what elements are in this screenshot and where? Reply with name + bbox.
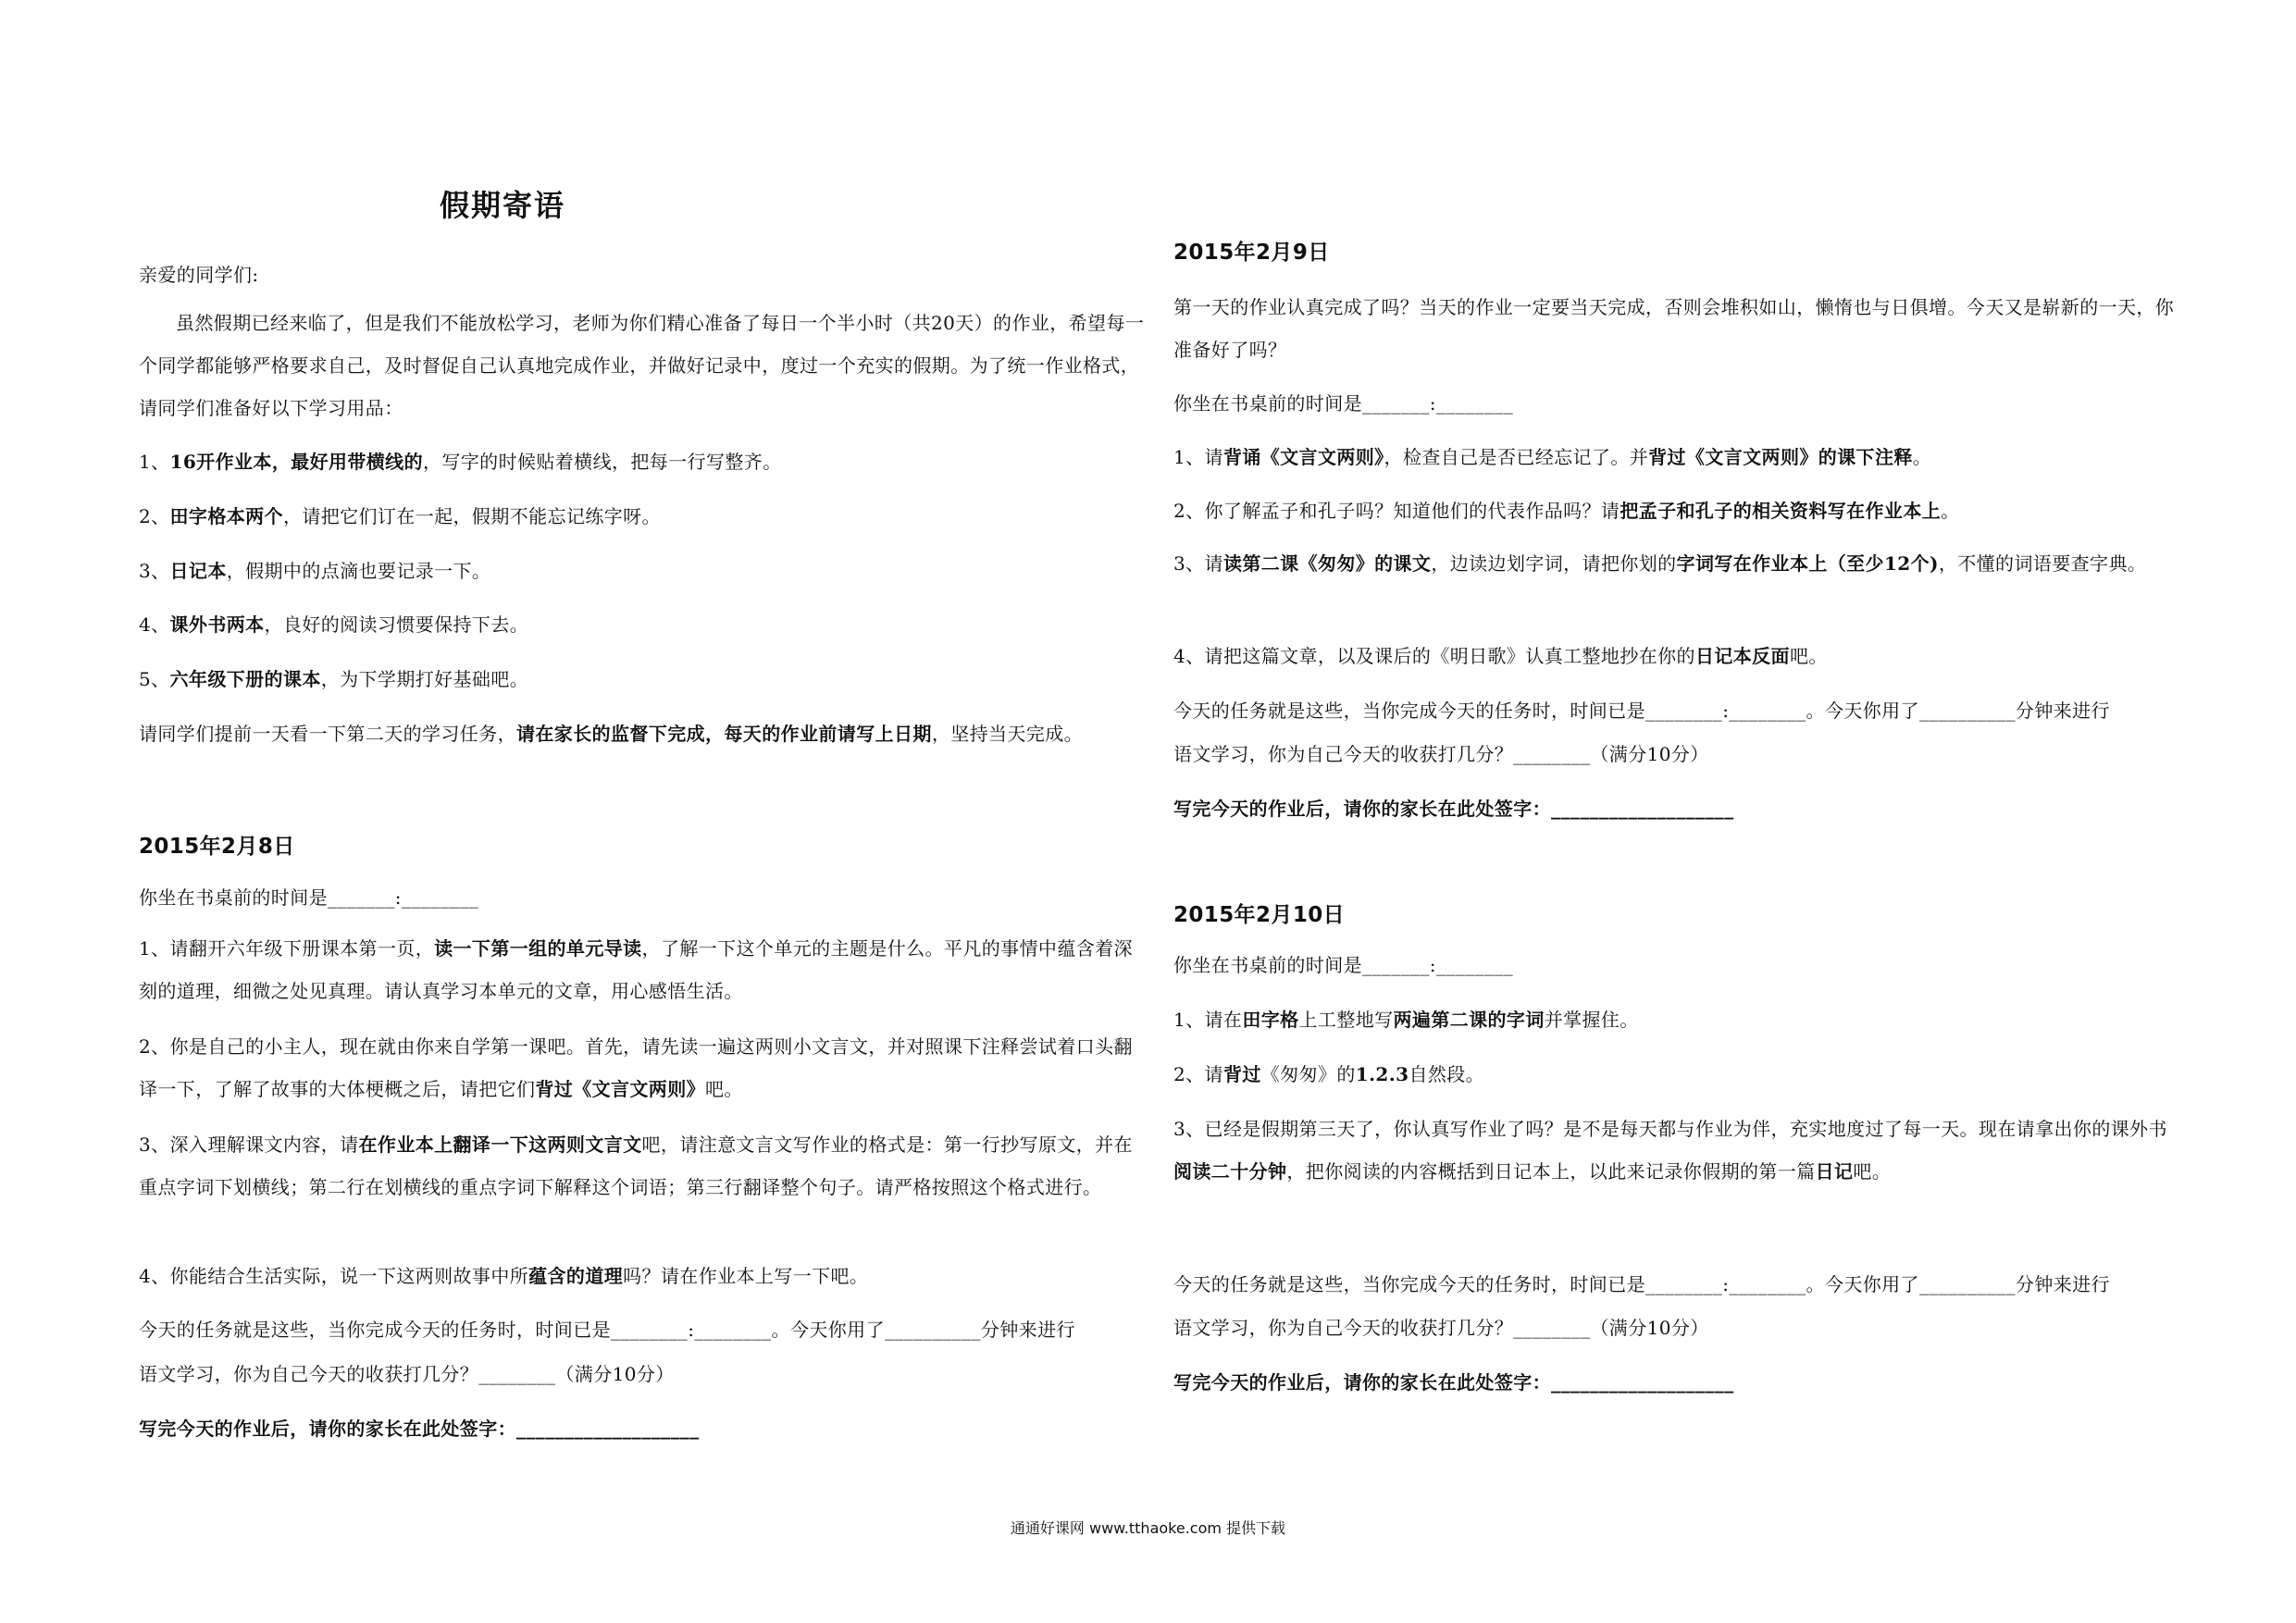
day3-date: 2015年2月10日 [1173, 903, 1346, 927]
day1-signature: 写完今天的作业后，请你的家长在此处签字：___________________ [139, 1418, 700, 1440]
day1-task-3: 3、深入理解课文内容，请在作业本上翻译一下这两则文言文吧，请注意文言文写作业的格式是：第一行抄写原文，并在重点字词下划横线；第二行在划横线的重点字词下解释这个词语；第三行翻译整个句子。请严格按照这个格式进行。 [139, 1134, 1133, 1198]
day3-time-line: 你坐在书桌前的时间是_______:________ [1173, 954, 1514, 976]
day2-intro: 第一天的作业认真完成了吗？当天的作业一定要当天完成，否则会堆积如山，懒惰也与日俱增。今天又是崭新的一天，你准备好了吗？ [1173, 296, 2175, 361]
day2-summary-2: 语文学习，你为自己今天的收获打几分？________（满分10分） [1173, 743, 1709, 765]
day2-task-1: 1、请背诵《文言文两则》，检查自己是否已经忘记了。并背过《文言文两则》的课下注释。 [1173, 446, 1932, 468]
day1-summary-2: 语文学习，你为自己今天的收获打几分？________（满分10分） [139, 1363, 675, 1385]
greeting: 亲爱的同学们: [139, 264, 259, 286]
page-title: 假期寄语 [440, 188, 566, 223]
day3-task-2: 2、请背过《匆匆》的1.2.3自然段。 [1173, 1063, 1485, 1085]
day2-task-3: 3、请读第二课《匆匆》的课文，边读边划字词，请把你划的字词写在作业本上（至少12个)，不懂的词语要查字典。 [1173, 552, 2147, 575]
day3-summary-2: 语文学习，你为自己今天的收获打几分？________（满分10分） [1173, 1317, 1709, 1339]
day1-date: 2015年2月8日 [139, 835, 295, 859]
day1-task-2: 2、你是自己的小主人，现在就由你来自学第一课吧。首先，请先读一遍这两则小文言文，并对照课下注释尝试着口头翻译一下，了解了故事的大体梗概之后，请把它们背过《文言文两则》吧。 [139, 1035, 1133, 1100]
supply-item-4: 4、课外书两本，良好的阅读习惯要保持下去。 [139, 613, 529, 636]
day3-summary-1: 今天的任务就是这些，当你完成今天的任务时，时间已是________:________。今天你用了__________分钟来进行 [1173, 1273, 2110, 1295]
day3-signature: 写完今天的作业后，请你的家长在此处签字：___________________ [1173, 1371, 1734, 1394]
intro-closing: 请同学们提前一天看一下第二天的学习任务，请在家长的监督下完成，每天的作业前请写上日期，坚持当天完成。 [139, 723, 1084, 745]
supply-item-3: 3、日记本，假期中的点滴也要记录一下。 [139, 560, 491, 582]
footer-credit: 通通好课网 www.tthaoke.com 提供下载 [1010, 1519, 1286, 1537]
supply-item-2: 2、田字格本两个，请把它们订在一起，假期不能忘记练字呀。 [139, 505, 661, 527]
day2-summary-1: 今天的任务就是这些，当你完成今天的任务时，时间已是________:________。今天你用了__________分钟来进行 [1173, 700, 2110, 722]
day2-time-line: 你坐在书桌前的时间是_______:________ [1173, 392, 1514, 415]
day1-task-1: 1、请翻开六年级下册课本第一页，读一下第一组的单元导读，了解一下这个单元的主题是什么。平凡的事情中蕴含着深刻的道理，细微之处见真理。请认真学习本单元的文章，用心感悟生活。 [139, 937, 1133, 1002]
supply-item-1: 1、16开作业本，最好用带横线的，写字的时候贴着横线，把每一行写整齐。 [139, 451, 782, 473]
day3-task-3: 3、已经是假期第三天了，你认真写作业了吗？是不是每天都与作业为伴，充实地度过了每一天。现在请拿出你的课外书阅读二十分钟，把你阅读的内容概括到日记本上，以此来记录你假期的第一篇日记吧。 [1173, 1118, 2167, 1183]
day2-date: 2015年2月9日 [1173, 241, 1330, 265]
day1-time-line: 你坐在书桌前的时间是_______:________ [139, 886, 479, 909]
day3-task-1: 1、请在田字格上工整地写两遍第二课的字词并掌握住。 [1173, 1009, 1639, 1031]
day1-task-4: 4、你能结合生活实际，说一下这两则故事中所蕴含的道理吗？请在作业本上写一下吧。 [139, 1265, 869, 1287]
day1-summary-1: 今天的任务就是这些，当你完成今天的任务时，时间已是________:________。今天你用了__________分钟来进行 [139, 1319, 1075, 1341]
supply-item-5: 5、六年级下册的课本，为下学期打好基础吧。 [139, 668, 529, 690]
day2-task-4: 4、请把这篇文章，以及课后的《明日歌》认真工整地抄在你的日记本反面吧。 [1173, 645, 1828, 667]
day2-signature: 写完今天的作业后，请你的家长在此处签字：___________________ [1173, 798, 1734, 820]
day2-task-2: 2、你了解孟子和孔子吗？知道他们的代表作品吗？请把孟子和孔子的相关资料写在作业本上。 [1173, 500, 1960, 522]
intro-paragraph: 虽然假期已经来临了，但是我们不能放松学习，老师为你们精心准备了每日一个半小时（共20天）的作业，希望每一个同学都能够严格要求自己，及时督促自己认真地完成作业，并做好记录中，度过一个充实的假期。为了统一作业格式，请同学们准备好以下学习用品： [139, 312, 1145, 419]
